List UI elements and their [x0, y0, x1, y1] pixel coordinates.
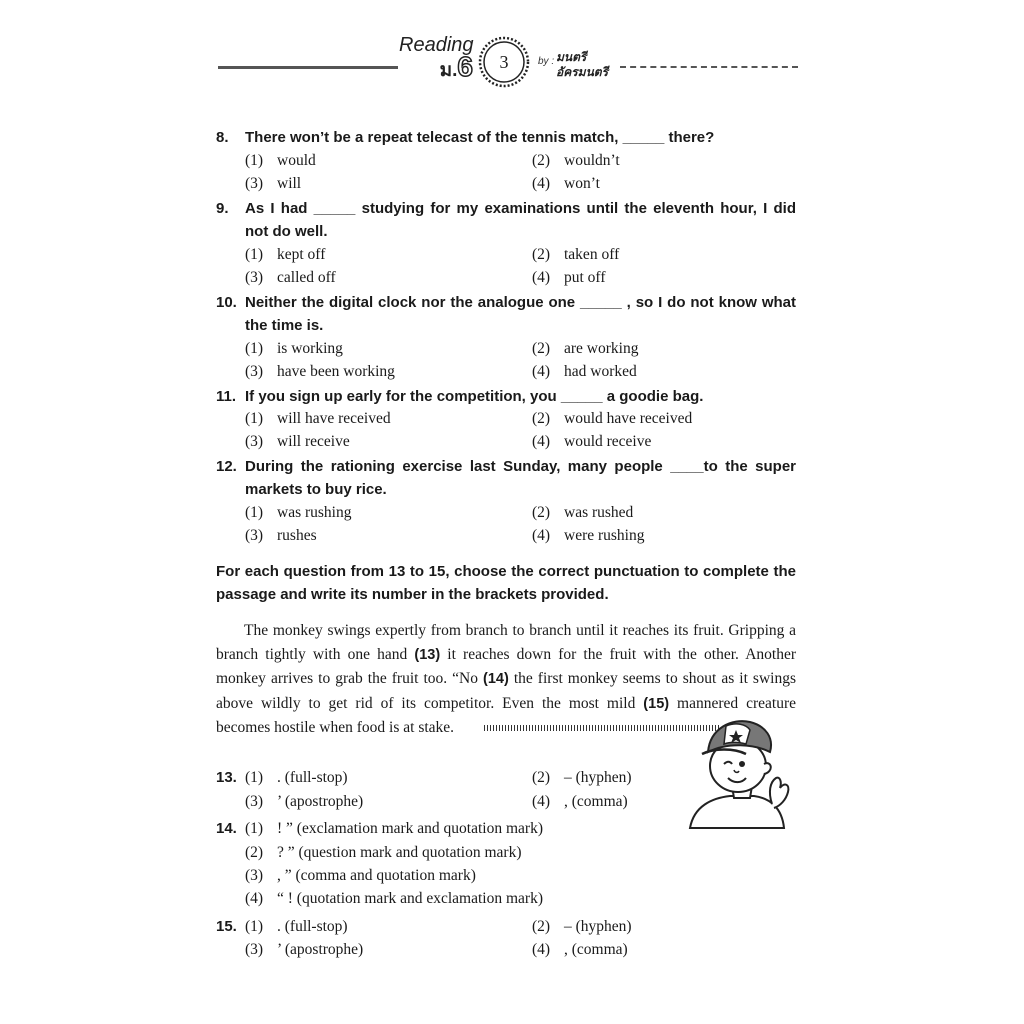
question-15-number: 15.: [216, 918, 237, 935]
question-14-number: 14.: [216, 820, 237, 837]
author-name-line-2: อัครมนตรี: [556, 65, 609, 79]
q13-option-2: (2) – (hyphen): [532, 769, 632, 786]
question-10: [216, 291, 796, 337]
q14-option-3: (3) , ” (comma and quotation mark): [245, 867, 476, 884]
question-number: 8.: [216, 129, 229, 146]
q9-option-3: (3) called off: [245, 269, 336, 286]
q9-option-1: (1) kept off: [245, 246, 326, 263]
question-stem: If you sign up early for the competition, you _____ a goodie bag.: [245, 388, 704, 405]
question-12: [216, 455, 796, 501]
q15-option-2: (2) – (hyphen): [532, 918, 632, 935]
q8-option-2: (2) wouldn’t: [532, 152, 620, 169]
q10-option-1: (1) is working: [245, 340, 343, 357]
blank-marker-14: (14): [483, 671, 509, 687]
brand-title: Reading: [399, 34, 474, 56]
q14-option-4: (4) “ ! (quotation mark and exclamation mark): [245, 890, 543, 907]
question-stem: As I had _____ studying for my examinations until the eleventh hour, I did not do well.: [245, 200, 796, 240]
cartoon-boy-illustration: [684, 708, 796, 832]
book-brand: [399, 34, 473, 82]
question-number: 12.: [216, 458, 237, 475]
question-stem: During the rationing exercise last Sunday, many people ____to the super markets to buy rice.: [245, 458, 796, 498]
question-number: 11.: [216, 388, 237, 405]
q12-option-2: (2) was rushed: [532, 504, 634, 521]
author-name-line-1: มนตรี: [556, 50, 587, 64]
header-rule-right: [620, 66, 798, 68]
boy-with-cap-icon: [684, 708, 796, 832]
q11-option-3: (3) will receive: [245, 433, 350, 450]
question-9: [216, 197, 796, 243]
q10-option-2: (2) are working: [532, 340, 639, 357]
q12-option-1: (1) was rushing: [245, 504, 352, 521]
reading-passage: The monkey swings expertly from branch to branch until it reaches its fruit. Gripping a branch tightly with one hand (13) it reaches down for the fruit with the other. Another monkey arrives to grab the fruit too. “No (14) the first monkey seems to shout as it swings above wildly to get rid of its competitor. Even the most mild (15) mannered creature becomes hostile when food is at stake.: [216, 622, 796, 736]
q15-option-4: (4) , (comma): [532, 941, 628, 958]
page-number-badge: [478, 36, 530, 88]
question-13-number: 13.: [216, 769, 237, 786]
q13-option-3: (3) ’ (apostrophe): [245, 793, 364, 810]
q11-option-4: (4) would receive: [532, 433, 652, 450]
q10-option-3: (3) have been working: [245, 363, 395, 380]
grade-prefix: ม.: [439, 60, 458, 81]
q8-option-3: (3) will: [245, 175, 302, 192]
q9-option-2: (2) taken off: [532, 246, 620, 263]
section-instructions: For each question from 13 to 15, choose the correct punctuation to complete the passage and write its number in the brackets provided.: [216, 563, 796, 603]
question-11: [216, 385, 796, 408]
q8-option-4: (4) won’t: [532, 175, 600, 192]
page-number: 3: [499, 52, 509, 72]
q11-option-2: (2) would have received: [532, 410, 693, 427]
q15-option-1: (1) . (full-stop): [245, 918, 348, 935]
q8-option-1: (1) would: [245, 152, 316, 169]
q14-option-1: (1) ! ” (exclamation mark and quotation mark): [245, 820, 543, 837]
blank-marker-15: (15): [643, 695, 670, 712]
question-8: [216, 126, 796, 149]
question-number: 9.: [216, 200, 229, 217]
blank-marker-13: (13): [414, 646, 441, 663]
by-label: by :: [538, 56, 555, 67]
q14-option-2: (2) ? ” (question mark and quotation mark): [245, 844, 522, 861]
q9-option-4: (4) put off: [532, 269, 606, 286]
q10-option-4: (4) had worked: [532, 363, 637, 380]
grade-digit: 6: [457, 51, 473, 82]
q12-option-3: (3) rushes: [245, 527, 317, 544]
question-stem: There won’t be a repeat telecast of the tennis match, _____ there?: [245, 129, 715, 146]
grade-level: [399, 51, 473, 82]
question-number: 10.: [216, 294, 237, 311]
header-rule-left: [218, 66, 398, 69]
question-stem: Neither the digital clock nor the analogue one _____ , so I do not know what the time is.: [245, 294, 796, 334]
q11-option-1: (1) will have received: [245, 410, 391, 427]
q15-option-3: (3) ’ (apostrophe): [245, 941, 364, 958]
page-header: [0, 0, 1024, 100]
q13-option-1: (1) . (full-stop): [245, 769, 348, 786]
q13-option-4: (4) , (comma): [532, 793, 628, 810]
q12-option-4: (4) were rushing: [532, 527, 645, 544]
